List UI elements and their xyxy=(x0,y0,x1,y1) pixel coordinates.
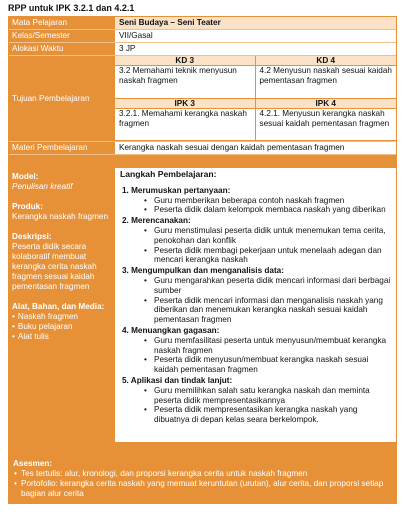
divider-band-2 xyxy=(9,443,396,457)
media-item: • Buku pelajaran xyxy=(19,322,111,332)
step-item: • Peserta didik menyusun/membuat kerangka naskah sesuai kaidah pementasan fragmen xyxy=(154,355,391,375)
langkah-heading: Langkah Pembelajaran: xyxy=(120,169,217,179)
side-panel xyxy=(9,168,114,442)
step-item: • Guru menstimulasi peserta didik untuk menemukan tema cerita, penokohan dan konflik xyxy=(154,226,391,246)
step-title: 5. Aplikasi dan tindak lanjut: xyxy=(122,375,233,385)
step-1 xyxy=(120,186,391,215)
value-kelas-semester: VII/Gasal xyxy=(114,30,396,42)
step-items xyxy=(120,336,391,375)
ipk4-header: IPK 4 xyxy=(256,99,397,109)
step-3 xyxy=(120,266,391,325)
rpp-table xyxy=(8,16,397,504)
document-title: RPP untuk IPK 3.2.1 dan 4.2.1 xyxy=(8,3,135,13)
deskripsi-heading: Deskripsi: xyxy=(12,232,52,241)
row-tujuan-pembelajaran xyxy=(9,56,396,142)
media-list xyxy=(12,312,111,342)
step-item: • Guru memilihkan salah satu kerangka naskah dan meminta peserta didik mempresentasikannya xyxy=(154,386,391,406)
asesmen-list xyxy=(13,469,392,499)
ipk4-text: 4.2.1. Menyusun kerangka naskah sesuai kaidah pementasan fragmen xyxy=(256,109,397,142)
asesmen-section xyxy=(9,457,396,503)
kd4-header: KD 4 xyxy=(256,56,397,66)
label-tujuan-pembelajaran: Tujuan Pembelajaran xyxy=(9,56,114,141)
step-2 xyxy=(120,216,391,265)
step-item: • Peserta didik mempresentasikan kerangka naskah yang dibuatnya di depan kelas seara berkelompok. xyxy=(154,405,391,425)
label-materi-pembelajaran: Materi Pembelajaran xyxy=(9,142,114,154)
step-4 xyxy=(120,326,391,375)
ipk3-text: 3.2.1. Memahami kerangka naskah fragmen xyxy=(115,109,256,142)
label-mata-pelajaran: Mata Pelajaran xyxy=(9,17,114,29)
label-kelas-semester: Kelas/Semester xyxy=(9,30,114,42)
ipk3-header: IPK 3 xyxy=(115,99,256,109)
step-item: • Peserta didik dalam kelompok membaca naskah yang diberikan xyxy=(154,205,391,215)
asesmen-heading: Asesmen: xyxy=(13,459,53,468)
deskripsi-block xyxy=(12,232,111,292)
step-items xyxy=(120,196,391,216)
media-item: • Naskah fragmen xyxy=(19,312,111,322)
asesmen-item: • Tes tertulis: alur, kronologi, dan proporsi kerangka cerita untuk naskah fragmen xyxy=(21,469,392,479)
value-mata-pelajaran: Seni Budaya – Seni Teater xyxy=(114,17,396,29)
step-item: • Guru memfasilitasi peserta untuk menyusun/membuat kerangka naskah fragmen xyxy=(154,336,391,356)
step-item: • Peserta didik mencari informasi dan menganalisis naskah yang diberikan dan menemukan kerangka naskah sesuai kaidah pementasan fragmen xyxy=(154,296,391,325)
model-value: Penulisan kreatif xyxy=(12,182,73,191)
produk-heading: Produk: xyxy=(12,202,43,211)
row-materi-pembelajaran xyxy=(9,142,396,155)
main-section xyxy=(9,168,396,443)
divider-band xyxy=(9,155,396,168)
deskripsi-value: Peserta didik secara kolaboratif membuat kerangka cerita naskah fragmen sesuai kaidah pementasan fragmen xyxy=(12,242,97,291)
langkah-pembelajaran xyxy=(114,168,396,442)
row-kelas-semester xyxy=(9,30,396,43)
produk-block xyxy=(12,202,111,222)
media-item: • Alat tulis xyxy=(19,332,111,342)
step-5 xyxy=(120,376,391,425)
step-item: • Guru mengarahkan peserta didik mencari informasi dari berbagai sumber xyxy=(154,276,391,296)
step-title: 1. Merumuskan pertanyaan: xyxy=(122,185,231,195)
kd3-text: 3.2 Memahami teknik menyusun naskah fragmen xyxy=(115,66,256,99)
step-item: • Peserta didik membagi pekerjaan untuk menelaah adegan dan mencari kerangka naskah xyxy=(154,246,391,266)
value-materi-pembelajaran: Kerangka naskah sesuai dengan kaidah pementasan fragmen xyxy=(114,142,396,154)
step-items xyxy=(120,226,391,265)
asesmen-item: • Portofolio: kerangka cerita naskah yang memuat keruntutan (urutan), alur cerita, dan proporsi setiap bagian alur cerita xyxy=(21,479,392,499)
step-title: 2. Merencanakan: xyxy=(122,216,191,226)
row-alokasi-waktu xyxy=(9,43,396,56)
step-items xyxy=(120,386,391,425)
kd3-header: KD 3 xyxy=(115,56,256,66)
model-heading: Model: xyxy=(12,172,39,181)
produk-value: Kerangka naskah fragmen xyxy=(12,212,109,221)
step-items xyxy=(120,276,391,325)
row-mata-pelajaran xyxy=(9,17,396,30)
media-heading: Alat, Bahan, dan Media: xyxy=(12,302,105,311)
tujuan-grid xyxy=(114,56,396,141)
media-block xyxy=(12,302,111,342)
step-item: • Guru memberikan beberapa contoh naskah fragmen xyxy=(154,196,391,206)
label-alokasi-waktu: Alokasi Waktu xyxy=(9,43,114,55)
value-alokasi-waktu: 3 JP xyxy=(114,43,396,55)
model-block xyxy=(12,172,111,192)
kd4-text: 4.2 Menyusun naskah sesuai kaidah pementasan fragmen xyxy=(256,66,397,99)
step-title: 3. Mengumpulkan dan menganalisis data: xyxy=(122,266,284,276)
step-title: 4. Menuangkan gagasan: xyxy=(122,325,220,335)
